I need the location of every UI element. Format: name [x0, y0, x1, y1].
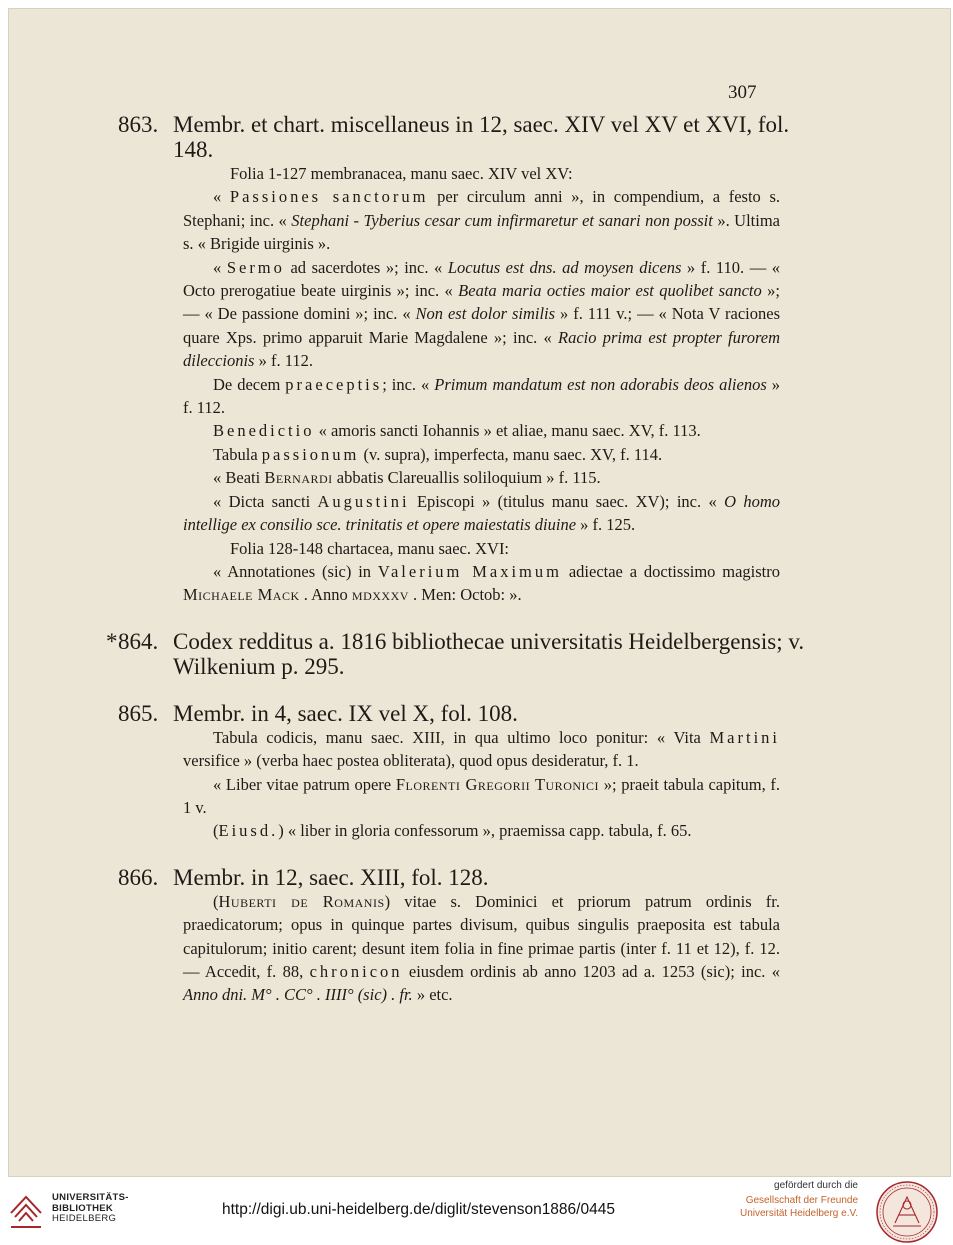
library-logo-icon — [8, 1191, 44, 1231]
paragraph — [183, 560, 780, 607]
year-numeral: mdxxxv — [351, 585, 409, 605]
text-run: adiectae a doctissimo magistro — [561, 561, 780, 581]
sponsor-note — [738, 1179, 858, 1220]
entry-866-heading — [118, 865, 833, 890]
spaced-text: chronicon — [309, 961, 403, 981]
entry-865-heading — [118, 701, 833, 726]
text-run: versifice » (verba haec postea obliterata), quod opus desideratur, f. 1. — [183, 751, 639, 771]
catalogue-text — [8, 112, 951, 1007]
paragraph: Folia 128-148 chartacea, manu saec. XVI: — [230, 538, 510, 558]
text-run: ( — [213, 891, 219, 911]
text-run: « — [213, 187, 230, 207]
text-run: eiusdem ordinis ab anno 1203 ad a. 1253 (sic); inc. « — [402, 961, 781, 981]
text-run: « Dicta sancti — [213, 491, 318, 511]
spaced-text: Passiones sanctorum — [229, 187, 429, 207]
text-run: »; — « De passione domini »; inc. « — [183, 281, 780, 324]
footer-bar — [0, 1177, 953, 1245]
text-run: » f. 112. — [254, 351, 313, 371]
spaced-text: Benedictio — [213, 421, 315, 441]
text-run: Tabula codicis, manu saec. XIII, in qua ultimo loco ponitur: « Vita — [213, 727, 710, 747]
paragraph — [183, 490, 780, 537]
author-name: Bernardi — [264, 468, 333, 488]
page-number: 307 — [728, 82, 757, 103]
text-run: ( — [213, 821, 219, 841]
paragraph — [183, 466, 780, 489]
incipit: Beata maria octies maior est quolibet sancto — [458, 281, 762, 301]
sponsor-name-line: Gesellschaft der Freunde — [745, 1195, 858, 1206]
text-run: » f. 110. — « Octo prerogatiue beate uirginis »; inc. « — [183, 257, 781, 301]
text-run: ». Ultima s. « Brigide uirginis ». — [183, 210, 780, 254]
entry-number: 865. — [118, 700, 159, 726]
text-run: . Men: Octob: ». — [408, 585, 522, 605]
incipit: Primum mandatum est non adorabis deos alienos — [434, 374, 767, 394]
text-run: . Anno — [299, 585, 352, 605]
text-run: » etc. — [412, 985, 453, 1005]
text-run: « amoris sancti Iohannis » et aliae, manu saec. XV, f. 113. — [314, 421, 701, 441]
incipit: O homo intellige ex consilio sce. trinitatis et opere maiestatis diuine — [183, 491, 780, 535]
entry-number: 866. — [118, 864, 159, 890]
text-run: »; praeit tabula capitum, f. 1 v. — [183, 774, 781, 817]
entry-number: 863. — [118, 112, 159, 137]
author-name: Florenti Gregorii Turonici — [395, 774, 600, 794]
text-run: De decem — [213, 374, 286, 394]
paragraph: Folia 1-127 membranacea, manu saec. XIV vel XV: — [230, 164, 573, 183]
text-run: « — [213, 257, 227, 277]
library-name-line: BIBLIOTHEK — [52, 1202, 114, 1214]
text-run: » f. 111 v.; — « Nota V raciones quare Xps. primo apparuit Marie Magdalene »; inc. « — [183, 304, 780, 347]
text-run: « Liber vitae patrum opere — [213, 774, 396, 794]
incipit: Stephani - Tyberius cesar cum infirmaretur et sanari non possit — [291, 210, 713, 230]
sponsor-name-line: Universität Heidelberg e.V. — [739, 1208, 858, 1219]
library-name-line: UNIVERSITÄTS- — [52, 1192, 129, 1203]
entry-title: Membr. in 12, saec. XIII, fol. 128. — [173, 864, 489, 890]
paragraph — [183, 726, 780, 773]
paragraph — [183, 773, 780, 820]
text-run: ) « liber in gloria confessorum », praemissa capp. tabula, f. 65. — [278, 821, 692, 841]
spaced-text: Valerium Maximum — [377, 561, 562, 581]
entry-863-heading — [118, 112, 833, 162]
spaced-text: passionum — [261, 444, 360, 464]
spaced-text: Augustini — [317, 491, 410, 511]
text-run: ) vitae s. Dominici et priorum patrum ordinis fr. praedicatorum; opus in quinque partes divisum, quibus singulis praeposita est tabula capitulorum; initio carent; desunt item folia in fine primae partis (inter f. 11 et 12), f. 12. — Accedit, f. 88, — [183, 891, 780, 981]
spaced-text: Sermo — [226, 257, 285, 277]
author-name: Michaele Mack — [183, 585, 300, 605]
paragraph — [183, 890, 780, 1007]
entry-number: 864. — [118, 628, 159, 654]
text-run: » f. 125. — [576, 515, 636, 535]
text-run: » f. 112. — [183, 374, 781, 418]
incipit: Anno dni. M° . CC° . IIII° (sic) . fr. — [183, 985, 413, 1005]
paragraph — [183, 819, 780, 842]
asterisk-mark: * — [106, 628, 118, 654]
text-run: abbatis Clareuallis soliloquium » f. 115. — [332, 468, 601, 488]
incipit: Locutus est dns. ad moysen dicens — [447, 257, 682, 277]
scanned-page — [8, 8, 951, 1177]
permalink-url[interactable]: http://digi.ub.uni-heidelberg.de/diglit/stevenson1886/0445 — [222, 1201, 615, 1218]
entry-title: Membr. in 4, saec. IX vel X, fol. 108. — [173, 700, 518, 726]
entry-864-heading — [106, 628, 833, 679]
paragraph — [183, 256, 780, 373]
incipit: Non est dolor similis — [415, 304, 556, 324]
text-run: Episcopi » (titulus manu saec. XV); inc. « — [409, 491, 725, 511]
text-run: « Beati — [213, 468, 265, 488]
paragraph — [183, 419, 780, 442]
sponsor-intro: gefördert durch die — [774, 1180, 858, 1191]
text-run: ; inc. « — [382, 374, 435, 394]
spaced-text: Eiusd. — [218, 821, 279, 841]
spaced-text: Martini — [709, 727, 780, 747]
incipit: Racio prima est propter furorem dileccionis — [183, 327, 780, 371]
paragraph — [183, 443, 780, 466]
text-run: per circulum anni », in compendium, a festo s. Stephani; inc. « — [183, 187, 781, 230]
author-name: Huberti de Romanis — [218, 891, 385, 911]
library-name — [52, 1193, 129, 1225]
text-run: Tabula — [213, 444, 262, 464]
university-seal-icon — [871, 1179, 943, 1245]
entry-title: Codex redditus a. 1816 bibliothecae universitatis Heidelbergensis; v. Wilkenium p. 295. — [173, 628, 805, 679]
paragraph — [183, 185, 780, 255]
spaced-text: praeceptis — [285, 374, 383, 394]
library-name-line: HEIDELBERG — [52, 1213, 117, 1224]
text-run: « Annotationes (sic) in — [213, 561, 378, 581]
entry-title: Membr. et chart. miscellaneus in 12, saec. XIV vel XV et XVI, fol. 148. — [173, 112, 790, 162]
paragraph — [183, 373, 780, 420]
text-run: (v. supra), imperfecta, manu saec. XV, f. 114. — [359, 444, 663, 464]
text-run: ad sacerdotes »; inc. « — [284, 257, 448, 277]
